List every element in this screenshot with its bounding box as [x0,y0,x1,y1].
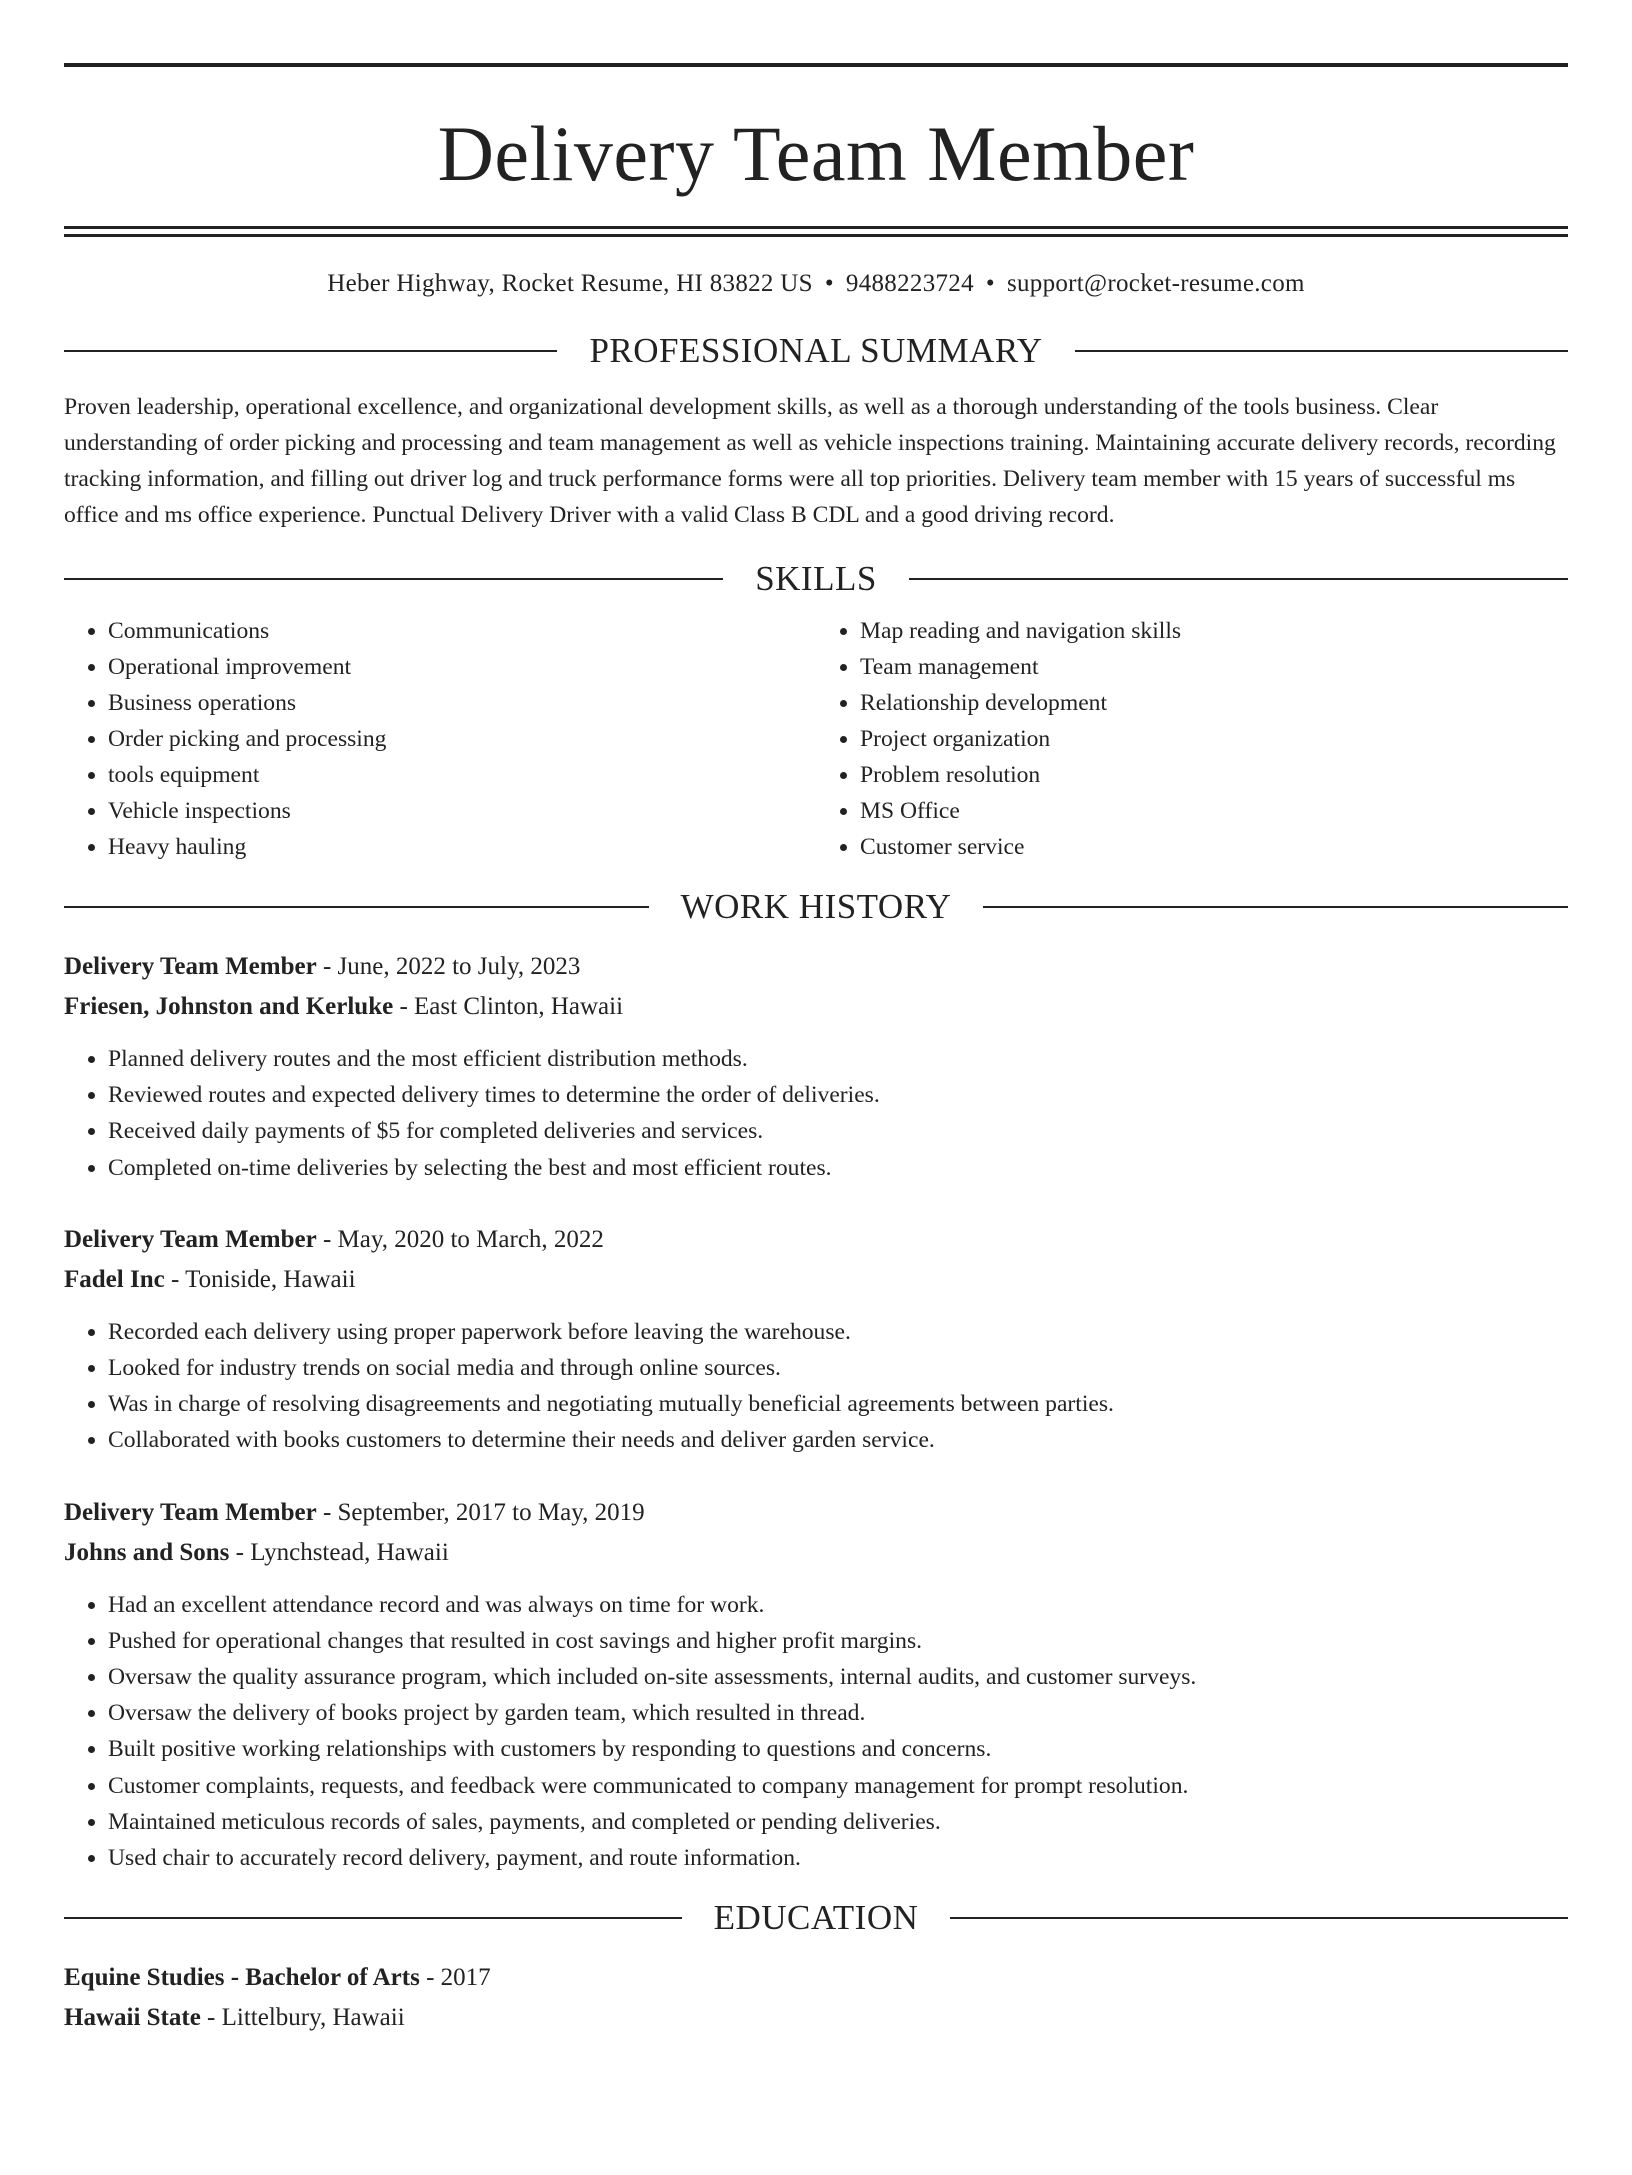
divider [909,578,1568,580]
job-title: Delivery Team Member [64,1498,317,1526]
list-item: • Had an excellent attendance record and was always on time for work. [108,1587,1568,1623]
job-entry [64,947,1568,1186]
list-item: • Pushed for operational changes that resulted in cost savings and higher profit margins. [108,1623,1568,1659]
skills-column-right [816,613,1568,865]
job-location: - Lynchstead, Hawaii [229,1538,449,1566]
skill-item: • Business operations [108,685,816,721]
job-title: Delivery Team Member [64,1225,317,1253]
list-item: • Customer complaints, requests, and feedback were communicated to company management for prompt resolution. [108,1768,1568,1804]
job-company: Friesen, Johnston and Kerluke [64,993,394,1020]
section-title: WORK HISTORY [680,887,952,926]
skills-list [64,613,1568,865]
job-title-line [64,1220,1568,1260]
divider [64,1917,682,1919]
school-line [64,1998,1568,2038]
divider [983,906,1568,908]
job-company: Johns and Sons [64,1538,230,1566]
job-company: Fadel Inc [64,1265,165,1293]
list-item: • Used chair to accurately record delivery, payment, and route information. [108,1840,1568,1876]
job-bullets [64,1587,1568,1877]
list-item: • Planned delivery routes and the most efficient distribution methods. [108,1041,1568,1077]
contact-line [64,269,1568,299]
skills-column-left [64,613,816,865]
section-title: SKILLS [755,559,877,598]
skill-item: • Map reading and navigation skills [860,613,1568,649]
list-item: • Looked for industry trends on social media and through online sources. [108,1350,1568,1386]
job-title-line [64,947,1568,987]
job-entry [64,1220,1568,1459]
job-bullets [64,1314,1568,1459]
skill-item: • Customer service [860,829,1568,865]
section-title: PROFESSIONAL SUMMARY [589,331,1043,370]
summary-text: Proven leadership, operational excellence, and organizational development skills, as well as a thorough understanding of the tools business. Clear understanding of order picking and processing and team management as well as vehicle inspections training. Maintaining accurate delivery records, recording tracking information, and filling out driver log and truck performance forms were all top priorities. Delivery team member with 15 years of successful ms office and ms office experience. Punctual Delivery Driver with a valid Class B CDL and a good driving record. [64,394,1556,528]
resume-page [0,63,1632,2175]
divider [950,1917,1568,1919]
graduation-year: - 2017 [419,1964,491,1992]
job-entry [64,1493,1568,1877]
list-item: • Built positive working relationships with customers by responding to questions and concerns. [108,1731,1568,1767]
skill-item: • MS Office [860,793,1568,829]
degree-line [64,1958,1568,1998]
divider [64,350,557,352]
job-dates: - June, 2022 to July, 2023 [316,953,581,980]
skill-item: • Relationship development [860,685,1568,721]
list-item: • Received daily payments of $5 for completed deliveries and services. [108,1113,1568,1149]
education-heading [64,1898,1568,1938]
skill-item: • Problem resolution [860,757,1568,793]
list-item: • Oversaw the delivery of books project by garden team, which resulted in thread. [108,1695,1568,1731]
education-entry [64,1958,1568,2038]
job-company-line [64,1260,1568,1300]
divider [64,906,649,908]
bullet-separator: • [824,270,834,297]
skill-item: • Heavy hauling [108,829,816,865]
skills-heading [64,559,1568,599]
job-title-line [64,1493,1568,1533]
list-item: • Completed on-time deliveries by selecting the best and most efficient routes. [108,1150,1568,1186]
divider [1075,350,1568,352]
job-location: - Toniside, Hawaii [164,1265,356,1293]
phone: 9488223724 [845,270,974,297]
school-location: - Littelbury, Hawaii [200,2004,405,2032]
job-location: - East Clinton, Hawaii [393,993,624,1020]
skill-item: • Operational improvement [108,649,816,685]
list-item: • Collaborated with books customers to determine their needs and deliver garden service. [108,1422,1568,1458]
email: support@rocket-resume.com [1006,270,1305,297]
skill-item: • tools equipment [108,757,816,793]
job-title: Delivery Team Member [64,953,317,980]
skill-item: • Team management [860,649,1568,685]
job-bullets [64,1041,1568,1186]
skill-item: • Vehicle inspections [108,793,816,829]
summary-heading [64,331,1568,371]
bullet-separator: • [985,270,995,297]
list-item: • Recorded each delivery using proper paperwork before leaving the warehouse. [108,1314,1568,1350]
list-item: • Was in charge of resolving disagreements and negotiating mutually beneficial agreements between parties. [108,1386,1568,1422]
job-company-line [64,987,1568,1027]
list-item: • Maintained meticulous records of sales, payments, and completed or pending deliveries. [108,1804,1568,1840]
list-item: • Oversaw the quality assurance program, which included on-site assessments, internal audits, and customer surveys. [108,1659,1568,1695]
degree: Equine Studies - Bachelor of Arts [64,1964,420,1992]
job-company-line [64,1533,1568,1573]
skill-item: • Order picking and processing [108,721,816,757]
job-dates: - September, 2017 to May, 2019 [316,1498,645,1526]
job-dates: - May, 2020 to March, 2022 [316,1225,604,1253]
skill-item: • Project organization [860,721,1568,757]
page-title: Delivery Team Member [437,110,1195,197]
top-rule [64,63,1568,67]
divider [64,578,723,580]
section-title: EDUCATION [713,1898,919,1938]
work-history-heading [64,887,1568,927]
school: Hawaii State [64,2004,201,2032]
skill-item: • Communications [108,613,816,649]
list-item: • Reviewed routes and expected delivery times to determine the order of deliveries. [108,1077,1568,1113]
double-rule [64,226,1568,237]
address: Heber Highway, Rocket Resume, HI 83822 US [327,270,813,297]
